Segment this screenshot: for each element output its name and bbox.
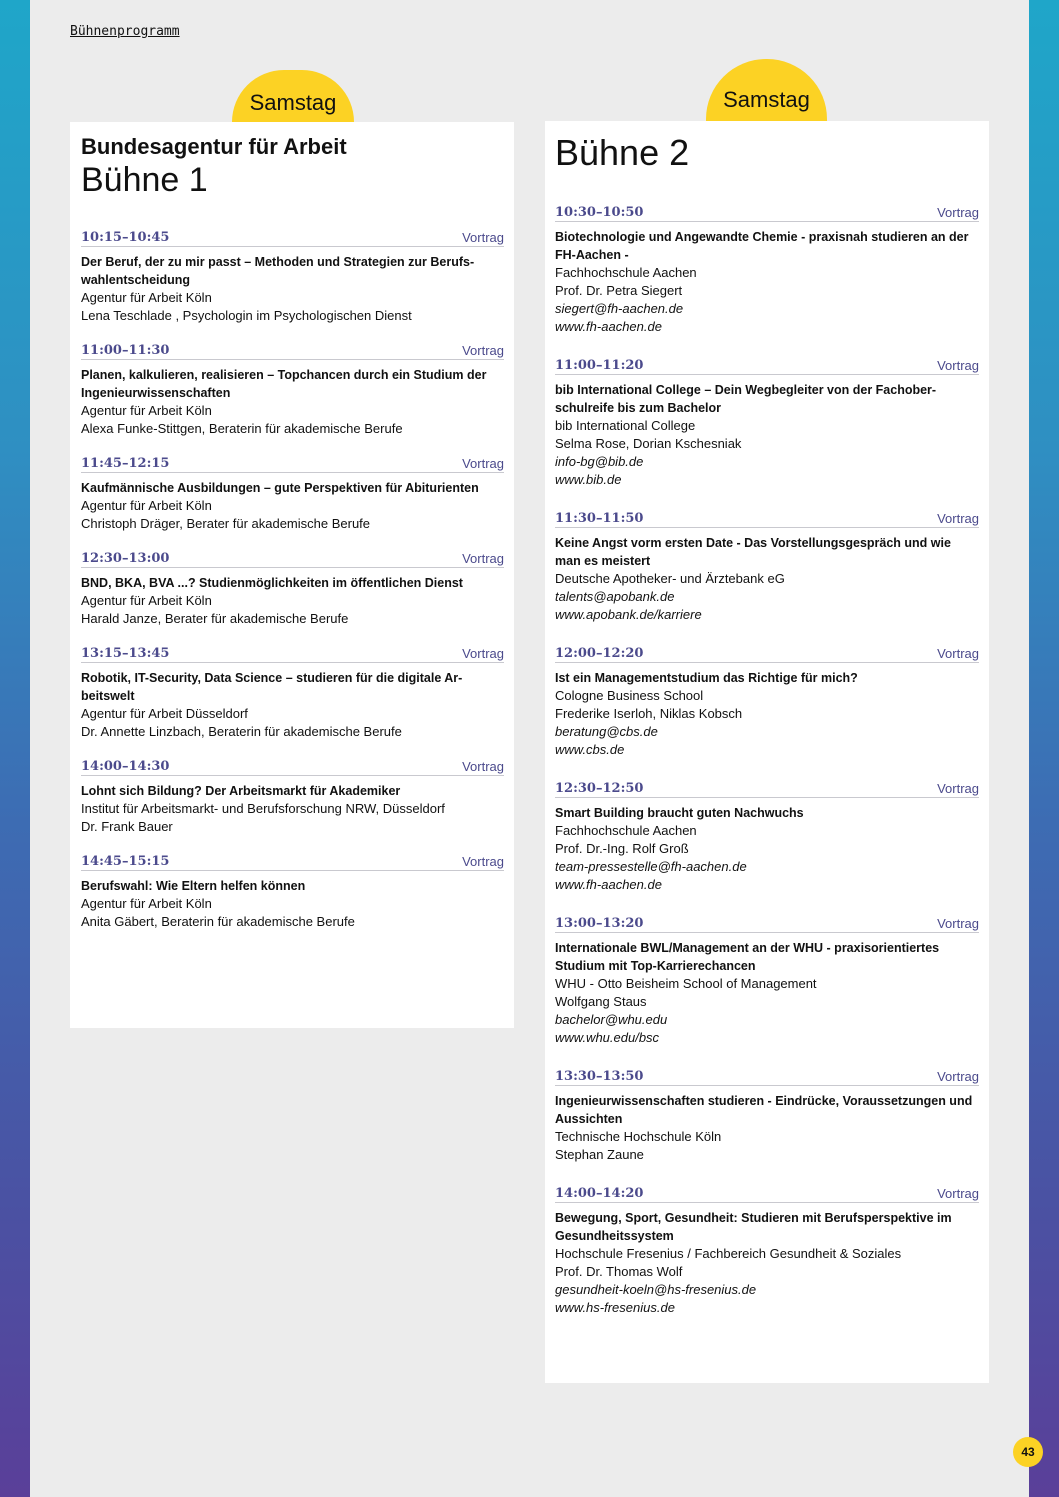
talk-title: Der Beruf, der zu mir passt – Methoden und Strategien zur Berufs-wahlentscheidung [81,255,475,287]
talk-institution: Deutsche Apotheker- und Ärztebank eG [555,571,785,586]
talk-institution: Agentur für Arbeit Köln [81,593,212,608]
talk-speaker: Prof. Dr. Petra Siegert [555,283,683,298]
talk-speaker: Selma Rose, Dorian Kschesniak [555,436,742,451]
website-link[interactable]: www.fh-aachen.de [555,319,662,334]
talk-speaker: Anita Gäbert, Beraterin für akademische Berufe [81,914,355,929]
talk-type: Vortrag [462,343,504,358]
talk-item [555,1069,979,1164]
page [30,0,1029,1497]
talk-type: Vortrag [462,456,504,471]
talk-item [81,230,504,325]
talk-item [81,646,504,741]
talk-institution: Institut für Arbeitsmarkt- und Berufsforschung NRW, Düsseldorf [81,801,445,816]
website-link[interactable]: www.apobank.de/karriere [555,607,702,622]
stage-title: Bühne 1 [81,161,208,199]
talk-title: Berufswahl: Wie Eltern helfen können [81,879,306,893]
talk-item [81,456,504,533]
talk-item [555,358,979,489]
talk-institution: Agentur für Arbeit Köln [81,498,212,513]
talk-speaker: Alexa Funke-Stittgen, Beraterin für akademische Berufe [81,421,403,436]
talk-speaker: Dr. Annette Linzbach, Beraterin für akademische Berufe [81,724,402,739]
talk-institution: Fachhochschule Aachen [555,265,697,280]
talk-time: 11:30–11:50 [555,511,644,526]
talk-time: 12:00–12:20 [555,646,644,661]
talk-speaker: Prof. Dr.-Ing. Rolf Groß [555,841,689,856]
stage1-card [70,122,514,1028]
talk-institution: Agentur für Arbeit Düsseldorf [81,706,248,721]
email-link[interactable]: siegert@fh-aachen.de [555,301,684,316]
stage2-card [545,121,989,1383]
talk-item [81,343,504,438]
talk-type: Vortrag [937,916,979,931]
talk-title: BND, BKA, BVA ...? Studienmöglichkeiten im öffentlichen Dienst [81,576,463,590]
website-link[interactable]: www.bib.de [555,472,622,487]
talk-institution: bib International College [555,418,696,433]
talk-time: 13:15–13:45 [81,646,170,661]
section-header: Bühnenprogramm [70,24,180,39]
talk-type: Vortrag [937,1069,979,1084]
talk-type: Vortrag [462,551,504,566]
talk-item [81,759,504,836]
talk-time: 13:00–13:20 [555,916,644,931]
email-link[interactable]: beratung@cbs.de [555,724,658,739]
email-link[interactable]: team-pressestelle@fh-aachen.de [555,859,747,874]
organizer-title: Bundesagentur für Arbeit [81,134,347,159]
talk-institution: WHU - Otto Beisheim School of Management [555,976,817,991]
page-number-badge: 43 [1013,1437,1043,1467]
talk-type: Vortrag [462,854,504,869]
talk-speaker: Stephan Zaune [555,1147,644,1162]
talk-title: Internationale BWL/Management an der WHU - praxisorientiertes Studium mit Top-Karrierechancen [555,941,940,973]
talk-time: 11:00–11:30 [81,343,170,358]
talk-type: Vortrag [937,646,979,661]
talk-title: Lohnt sich Bildung? Der Arbeitsmarkt für Akademiker [81,784,401,798]
talk-type: Vortrag [937,358,979,373]
talk-item [81,551,504,628]
talk-title: Smart Building braucht guten Nachwuchs [555,806,804,820]
talk-institution: Agentur für Arbeit Köln [81,290,212,305]
talk-title: Kaufmännische Ausbildungen – gute Perspektiven für Abiturienten [81,481,479,495]
talk-time: 11:45–12:15 [81,456,170,471]
email-link[interactable]: talents@apobank.de [555,589,675,604]
talk-time: 10:30–10:50 [555,205,644,220]
talk-item [555,205,979,336]
talk-institution: Technische Hochschule Köln [555,1129,722,1144]
talk-institution: Fachhochschule Aachen [555,823,697,838]
talk-speaker: Christoph Dräger, Berater für akademische Berufe [81,516,371,531]
talk-title: bib International College – Dein Wegbegleiter von der Fachober-schulreife bis zum Bachelor [555,383,937,415]
day-tab-right: Samstag [706,59,827,121]
talk-institution: Agentur für Arbeit Köln [81,896,212,911]
talk-item [555,511,979,624]
email-link[interactable]: bachelor@whu.edu [555,1012,668,1027]
talk-item [81,854,504,931]
talk-institution: Agentur für Arbeit Köln [81,403,212,418]
talk-item [555,1186,979,1317]
talk-type: Vortrag [462,759,504,774]
talk-title: Bewegung, Sport, Gesundheit: Studieren mit Berufsperspektive im Gesundheitssystem [555,1211,952,1243]
email-link[interactable]: info-bg@bib.de [555,454,644,469]
talk-item [555,781,979,894]
website-link[interactable]: www.fh-aachen.de [555,877,662,892]
talk-type: Vortrag [462,646,504,661]
talk-time: 14:00–14:30 [81,759,170,774]
talk-speaker: Frederike Iserloh, Niklas Kobsch [555,706,743,721]
talk-title: Keine Angst vorm ersten Date - Das Vorstellungsgespräch und wie man es meistert [555,536,951,568]
talk-title: Ist ein Managementstudium das Richtige für mich? [555,671,858,685]
talk-type: Vortrag [937,511,979,526]
talk-speaker: Lena Teschlade , Psychologin im Psychologischen Dienst [81,308,412,323]
talk-title: Planen, kalkulieren, realisieren – Topchancen durch ein Studium der Ingenieurwissenschaften [81,368,487,400]
talk-item [555,646,979,759]
talk-type: Vortrag [937,205,979,220]
stage-title: Bühne 2 [555,132,690,173]
talk-time: 14:00–14:20 [555,1186,644,1201]
website-link[interactable]: www.hs-fresenius.de [555,1300,675,1315]
talk-title: Robotik, IT-Security, Data Science – studieren für die digitale Ar-beitswelt [81,671,463,703]
talk-speaker: Prof. Dr. Thomas Wolf [555,1264,683,1279]
talk-institution: Cologne Business School [555,688,704,703]
talk-speaker: Dr. Frank Bauer [81,819,173,834]
talk-time: 13:30–13:50 [555,1069,644,1084]
talk-type: Vortrag [937,1186,979,1201]
talk-time: 10:15–10:45 [81,230,170,245]
talk-title: Biotechnologie und Angewandte Chemie - praxisnah studieren an der FH-Aachen - [555,230,969,262]
talk-institution: Hochschule Fresenius / Fachbereich Gesundheit & Soziales [555,1246,902,1261]
talk-type: Vortrag [462,230,504,245]
talk-time: 12:30–13:00 [81,551,170,566]
talk-time: 11:00–11:20 [555,358,644,373]
talk-type: Vortrag [937,781,979,796]
talk-item [555,916,979,1047]
website-link[interactable]: www.cbs.de [555,742,625,757]
email-link[interactable]: gesundheit-koeln@hs-fresenius.de [555,1282,757,1297]
website-link[interactable]: www.whu.edu/bsc [555,1030,660,1045]
talk-time: 14:45–15:15 [81,854,170,869]
talk-time: 12:30–12:50 [555,781,644,796]
talk-title: Ingenieurwissenschaften studieren - Eindrücke, Voraussetzungen und Aussichten [555,1094,973,1126]
talk-speaker: Harald Janze, Berater für akademische Berufe [81,611,349,626]
talk-speaker: Wolfgang Staus [555,994,647,1009]
day-tab-left: Samstag [232,70,354,122]
